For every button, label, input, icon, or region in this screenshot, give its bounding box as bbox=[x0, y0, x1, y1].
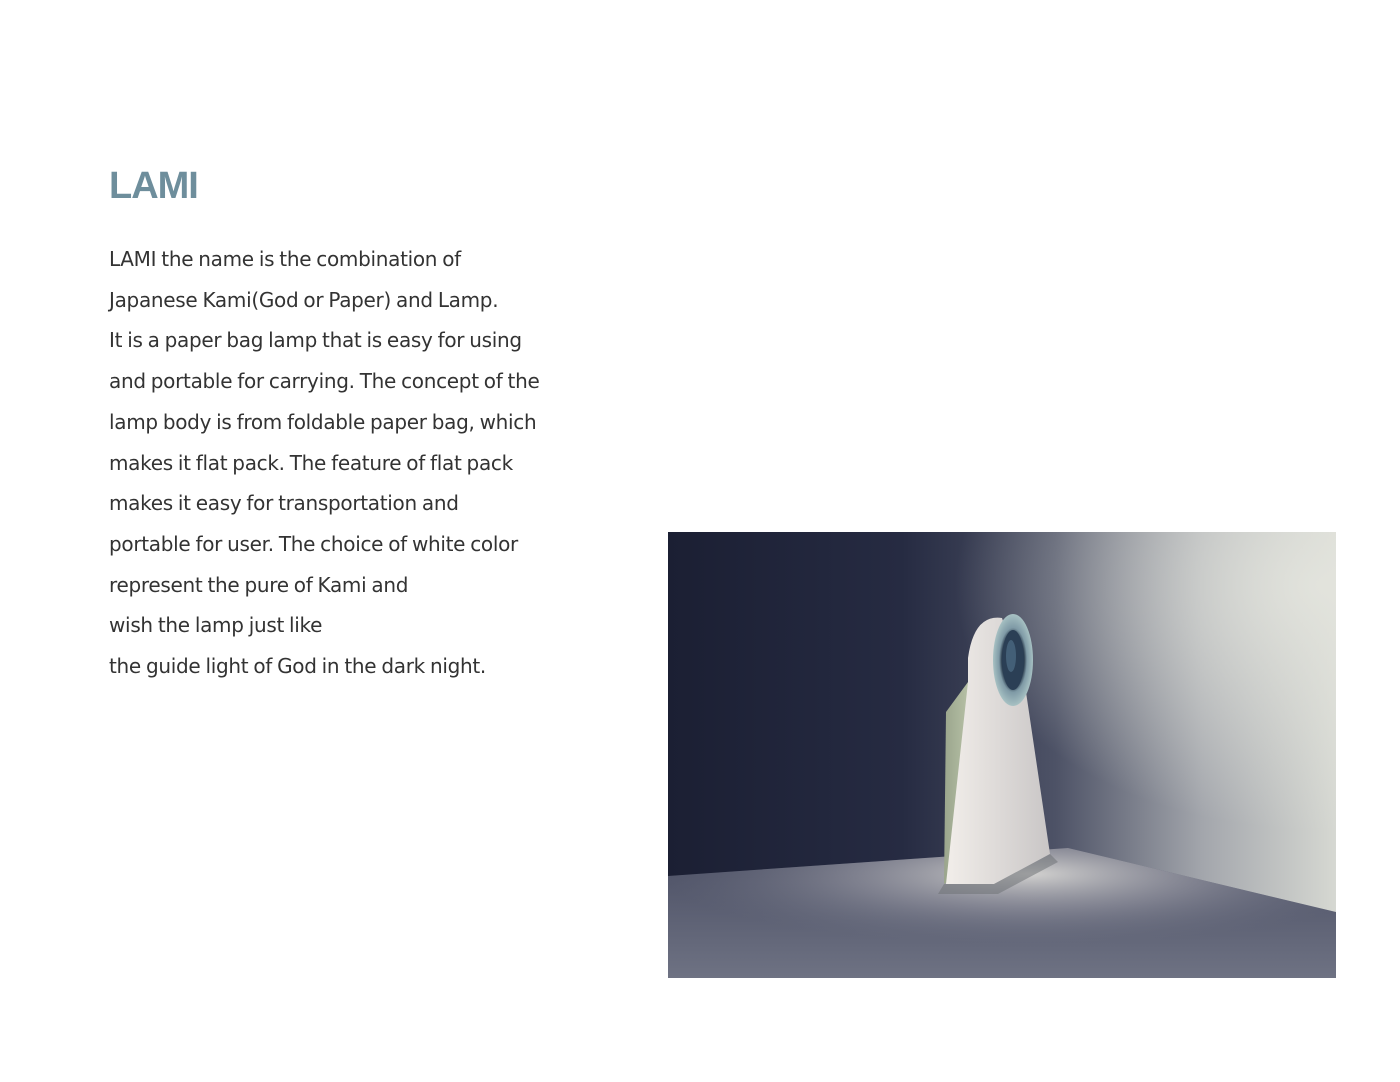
description-line: LAMI the name is the combination of bbox=[109, 247, 461, 271]
description-line: portable for user. The choice of white color bbox=[109, 531, 518, 556]
lamp-photo-illustration bbox=[668, 532, 1336, 978]
description-line: wish the lamp just like bbox=[109, 613, 323, 638]
lamp-product-photo bbox=[668, 532, 1336, 978]
description-line: Japanese Kami(God or Paper) and Lamp. bbox=[109, 287, 499, 312]
page-title: LAMI bbox=[109, 165, 198, 207]
description-line: the guide light of God in the dark night. bbox=[109, 654, 486, 679]
description-paragraph bbox=[109, 239, 589, 687]
description-line: It is a paper bag lamp that is easy for using bbox=[109, 328, 522, 353]
description-line: and portable for carrying. The concept of the bbox=[109, 369, 540, 394]
description-line: represent the pure of Kami and bbox=[109, 572, 409, 597]
description-line: makes it easy for transportation and bbox=[109, 491, 459, 516]
description-line: makes it flat pack. The feature of flat pack bbox=[109, 450, 513, 475]
description-line: lamp body is from foldable paper bag, which bbox=[109, 409, 537, 434]
